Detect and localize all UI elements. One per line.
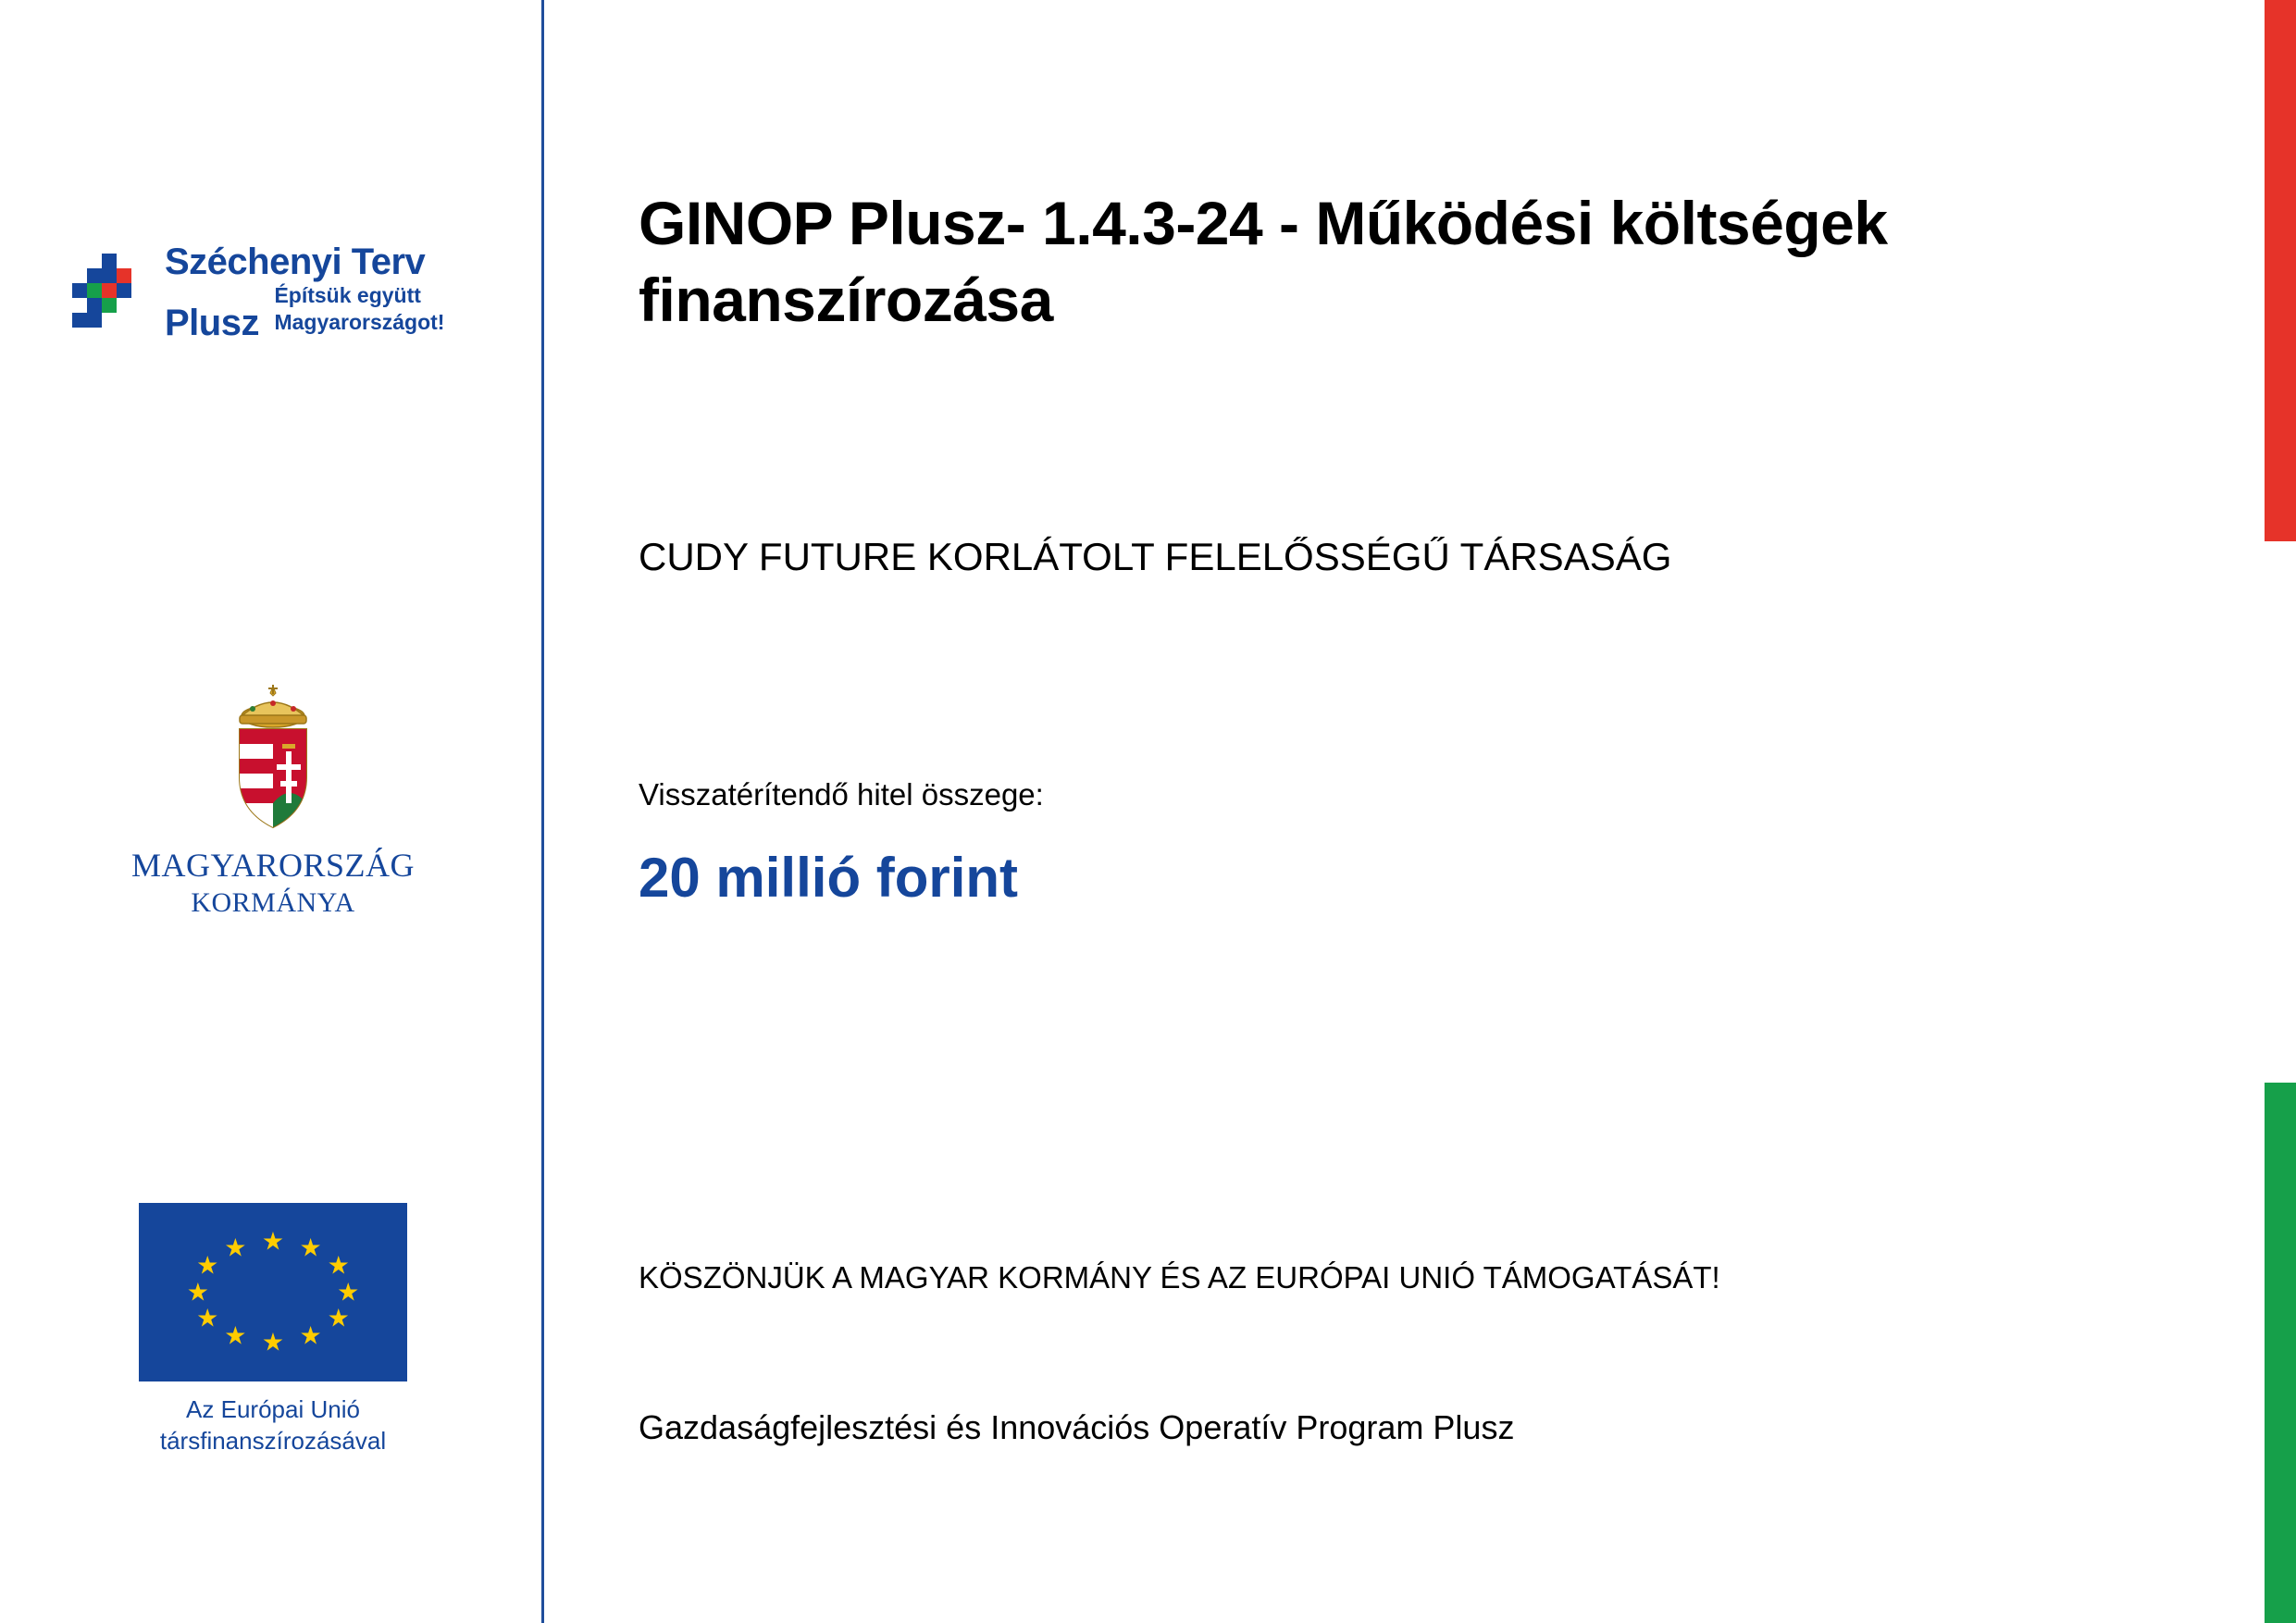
eu-star: ★ <box>327 1251 350 1280</box>
flag-stripe-red <box>2265 0 2296 541</box>
eu-star: ★ <box>224 1321 247 1350</box>
eu-star: ★ <box>224 1233 247 1262</box>
hungarian-government-logo <box>125 685 421 921</box>
company-name: CUDY FUTURE KORLÁTOLT FELELŐSSÉGŰ TÁRSASÁG <box>639 535 1672 578</box>
eu-caption-line1: Az Európai Unió <box>186 1395 360 1423</box>
eu-star: ★ <box>196 1304 219 1332</box>
eu-star: ★ <box>327 1304 350 1332</box>
vertical-divider <box>541 0 544 1623</box>
szechenyi-logo-line1: Széchenyi Terv <box>165 242 426 282</box>
szechenyi-logo-tagline <box>274 282 444 336</box>
hungarian-coat-of-arms-icon <box>217 685 329 833</box>
loan-amount-value: 20 millió forint <box>639 847 1019 909</box>
government-logo-line1: MAGYARORSZÁG <box>130 847 416 884</box>
eu-star: ★ <box>261 1227 285 1256</box>
eu-flag-icon <box>139 1203 407 1381</box>
eu-star: ★ <box>299 1233 322 1262</box>
szechenyi-logo-line2: Plusz <box>165 302 259 343</box>
flag-stripe-white <box>2265 541 2296 1083</box>
eu-star: ★ <box>196 1251 219 1280</box>
eu-star: ★ <box>337 1278 360 1306</box>
szechenyi-plus-mark-icon <box>65 252 154 341</box>
government-logo-line2: KORMÁNYA <box>191 886 355 918</box>
logo-column <box>0 0 541 1623</box>
szechenyi-tagline-line1: Építsük együtt <box>274 283 421 308</box>
eu-caption-line2: társfinanszírozásával <box>159 1426 387 1455</box>
szechenyi-terv-plusz-logo <box>65 242 481 400</box>
loan-amount-label: Visszatérítendő hitel összege: <box>639 777 1044 812</box>
szechenyi-tagline-line2: Magyarországot! <box>274 309 445 334</box>
program-name: Gazdaságfejlesztési és Innovációs Operatív Program Plusz <box>639 1408 1515 1446</box>
eu-star: ★ <box>186 1278 209 1306</box>
eu-star: ★ <box>299 1321 322 1350</box>
flag-stripe-green <box>2265 1083 2296 1623</box>
eu-star: ★ <box>261 1328 285 1357</box>
european-union-logo <box>130 1203 416 1457</box>
page-title: GINOP Plusz- 1.4.3-24 - Működési költségek finanszírozása <box>639 189 1888 334</box>
acknowledgement-text: KÖSZÖNJÜK A MAGYAR KORMÁNY ÉS AZ EURÓPAI UNIÓ TÁMOGATÁSÁT! <box>639 1260 1720 1295</box>
